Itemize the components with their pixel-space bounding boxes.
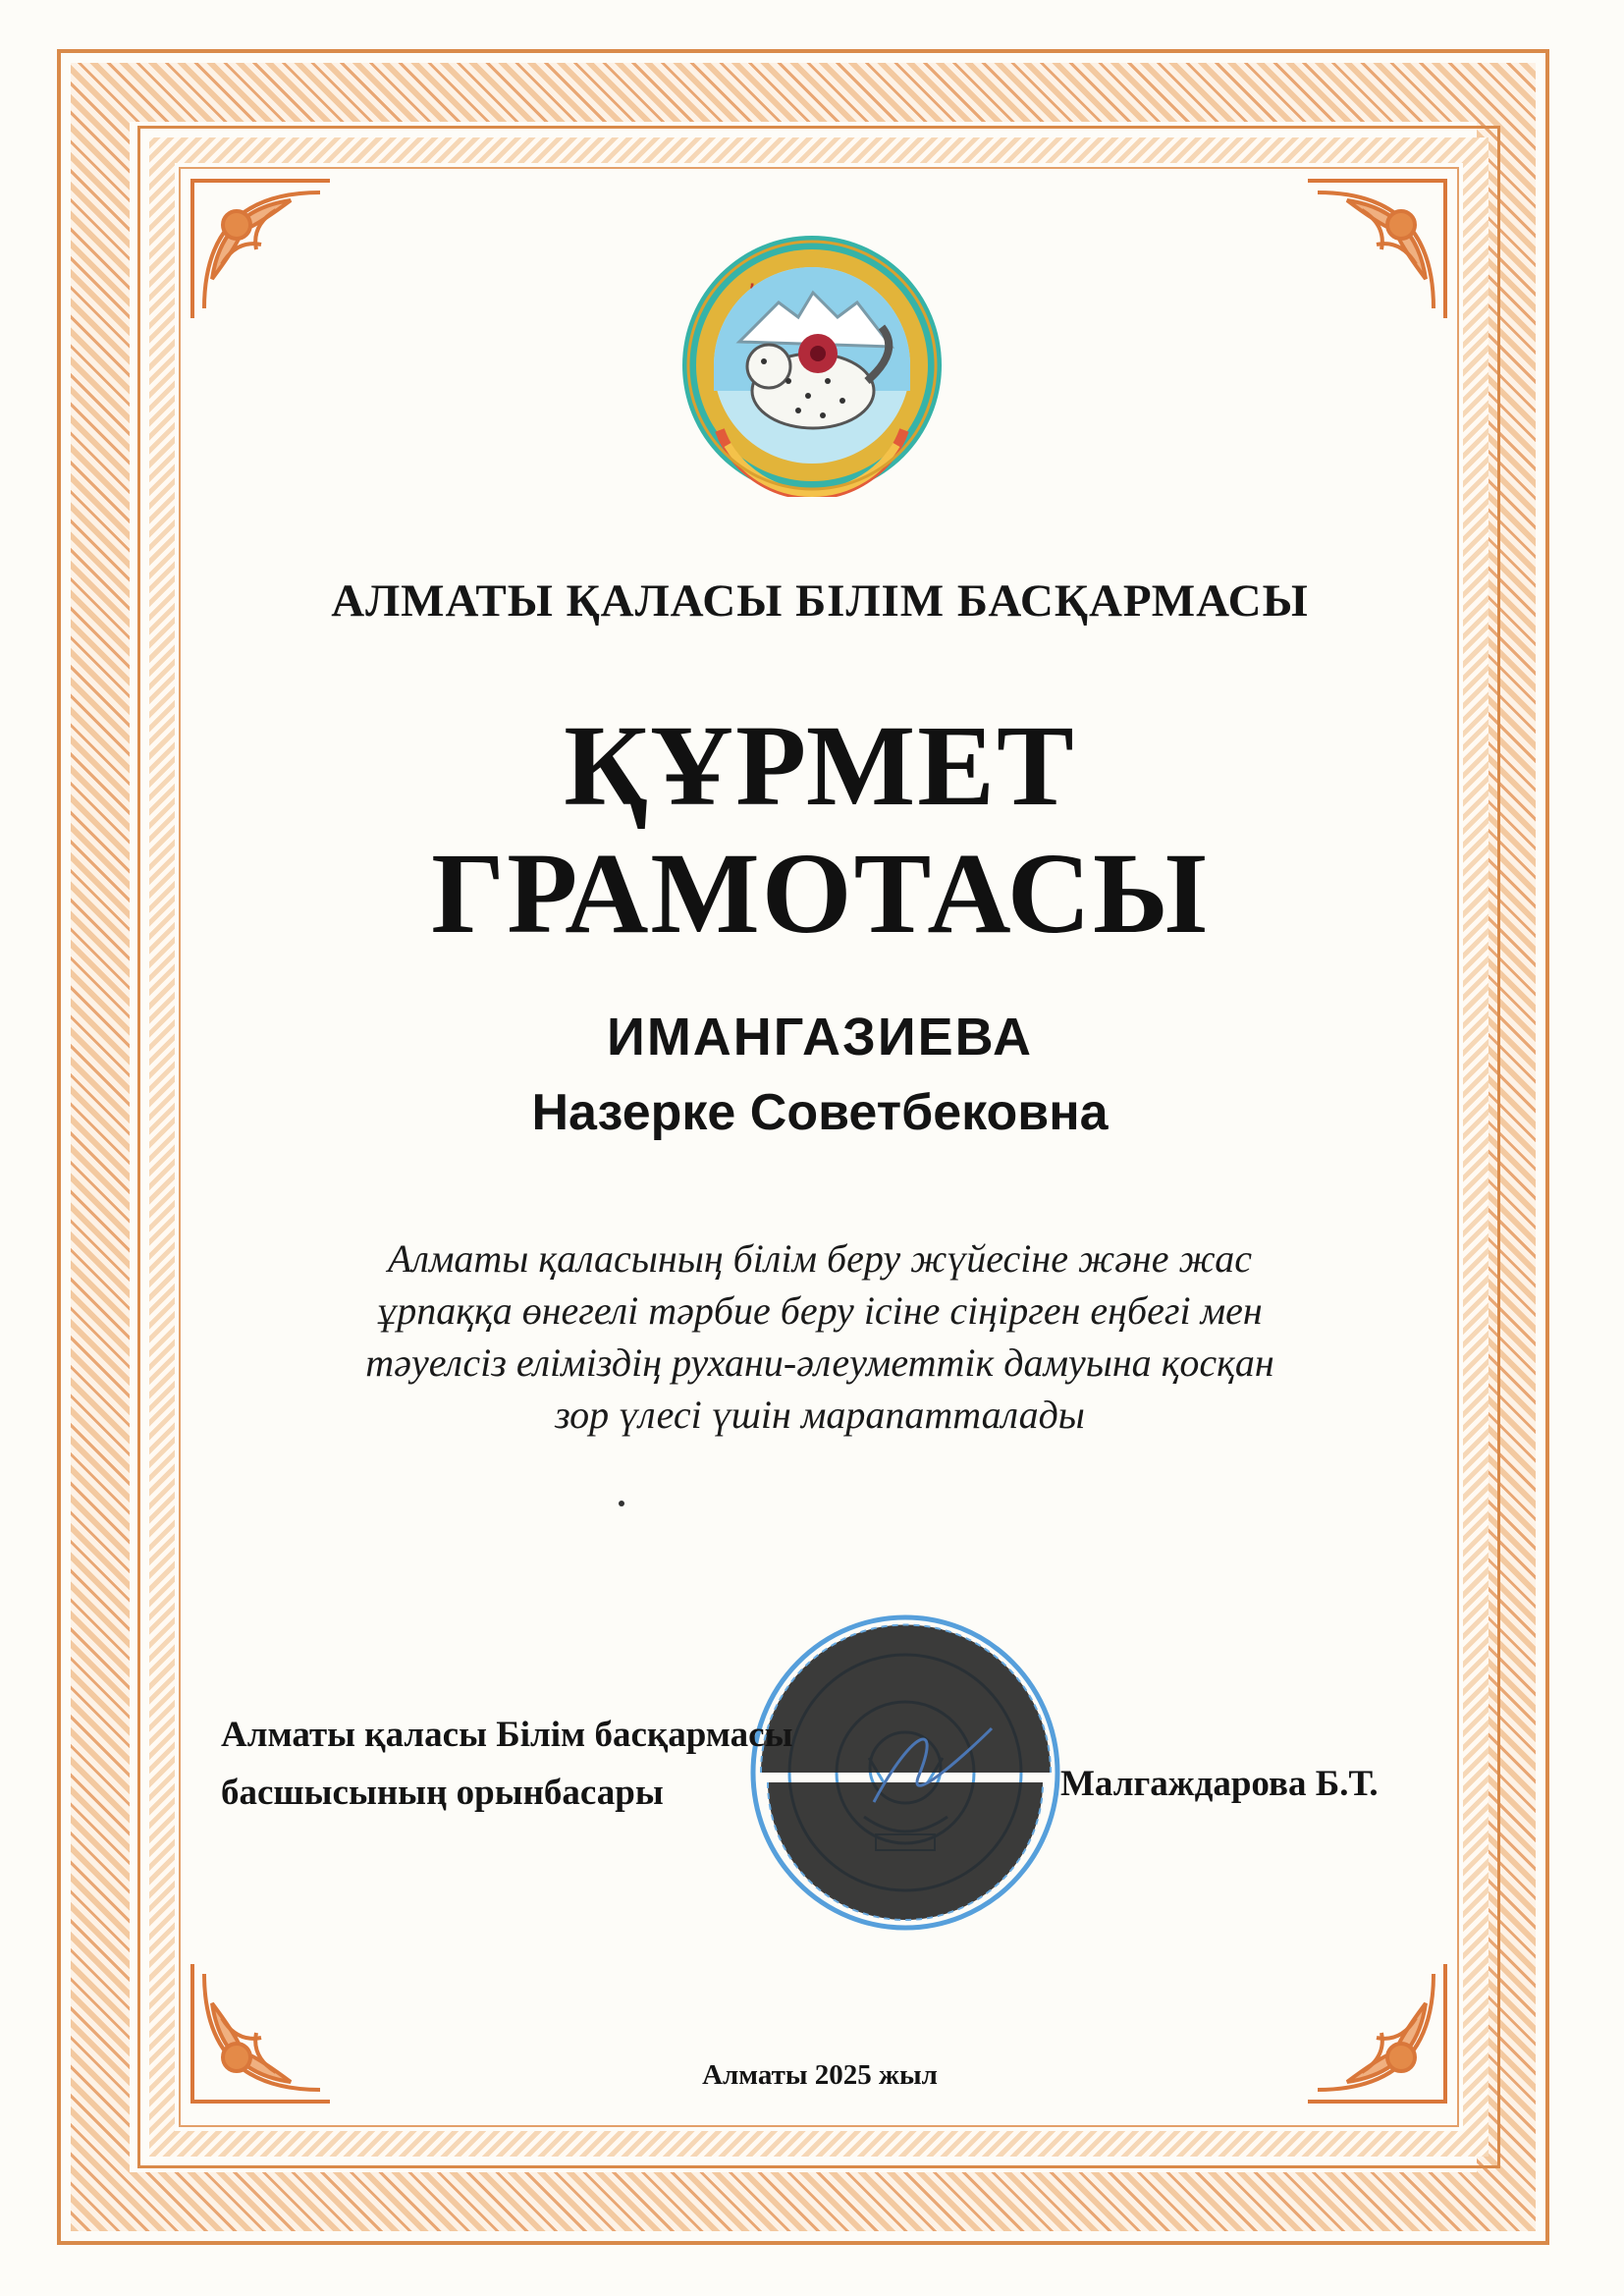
- citation-line: зор үлесі үшін марапатталады: [555, 1393, 1085, 1437]
- place-and-year: Алматы 2025 жыл: [702, 2059, 938, 2091]
- citation-line: ұрпаққа өнегелі тәрбие беру ісіне сіңірген еңбегі мен: [377, 1288, 1263, 1333]
- signatory-position-line: Алматы қаласы Білім басқармасы: [221, 1715, 793, 1755]
- almaty-emblem-icon: [680, 234, 944, 497]
- award-title: [226, 702, 1414, 957]
- citation-line: Алматы қаласының білім беру жүйесіне және жас: [388, 1236, 1252, 1281]
- signatory-position: [221, 1706, 793, 1822]
- citation-line: тәуелсіз еліміздің рухани-әлеуметтік дамуына қосқан: [365, 1340, 1274, 1385]
- award-title-line: ҚҰРМЕТ: [564, 701, 1076, 830]
- recipient-given-names: Назерке Советбековна: [531, 1084, 1109, 1141]
- official-stamp-icon: [746, 1611, 1065, 1935]
- award-title-line: ГРАМОТАСЫ: [431, 829, 1209, 957]
- award-citation: [265, 1232, 1375, 1441]
- svg-text:ʼ: ʼ: [749, 280, 756, 299]
- organization-title: АЛМАТЫ ҚАЛАСЫ БІЛІМ БАСҚАРМАСЫ: [331, 575, 1309, 627]
- signatory-position-line: басшысының орынбасары: [221, 1773, 664, 1813]
- corner-ornament-icon: [1298, 171, 1455, 328]
- signatory-name: Малгаждарова Б.Т.: [1060, 1764, 1379, 1804]
- print-speck: [619, 1501, 624, 1506]
- corner-ornament-icon: [183, 171, 340, 328]
- recipient-surname: ИМАНГАЗИЕВА: [607, 1008, 1033, 1066]
